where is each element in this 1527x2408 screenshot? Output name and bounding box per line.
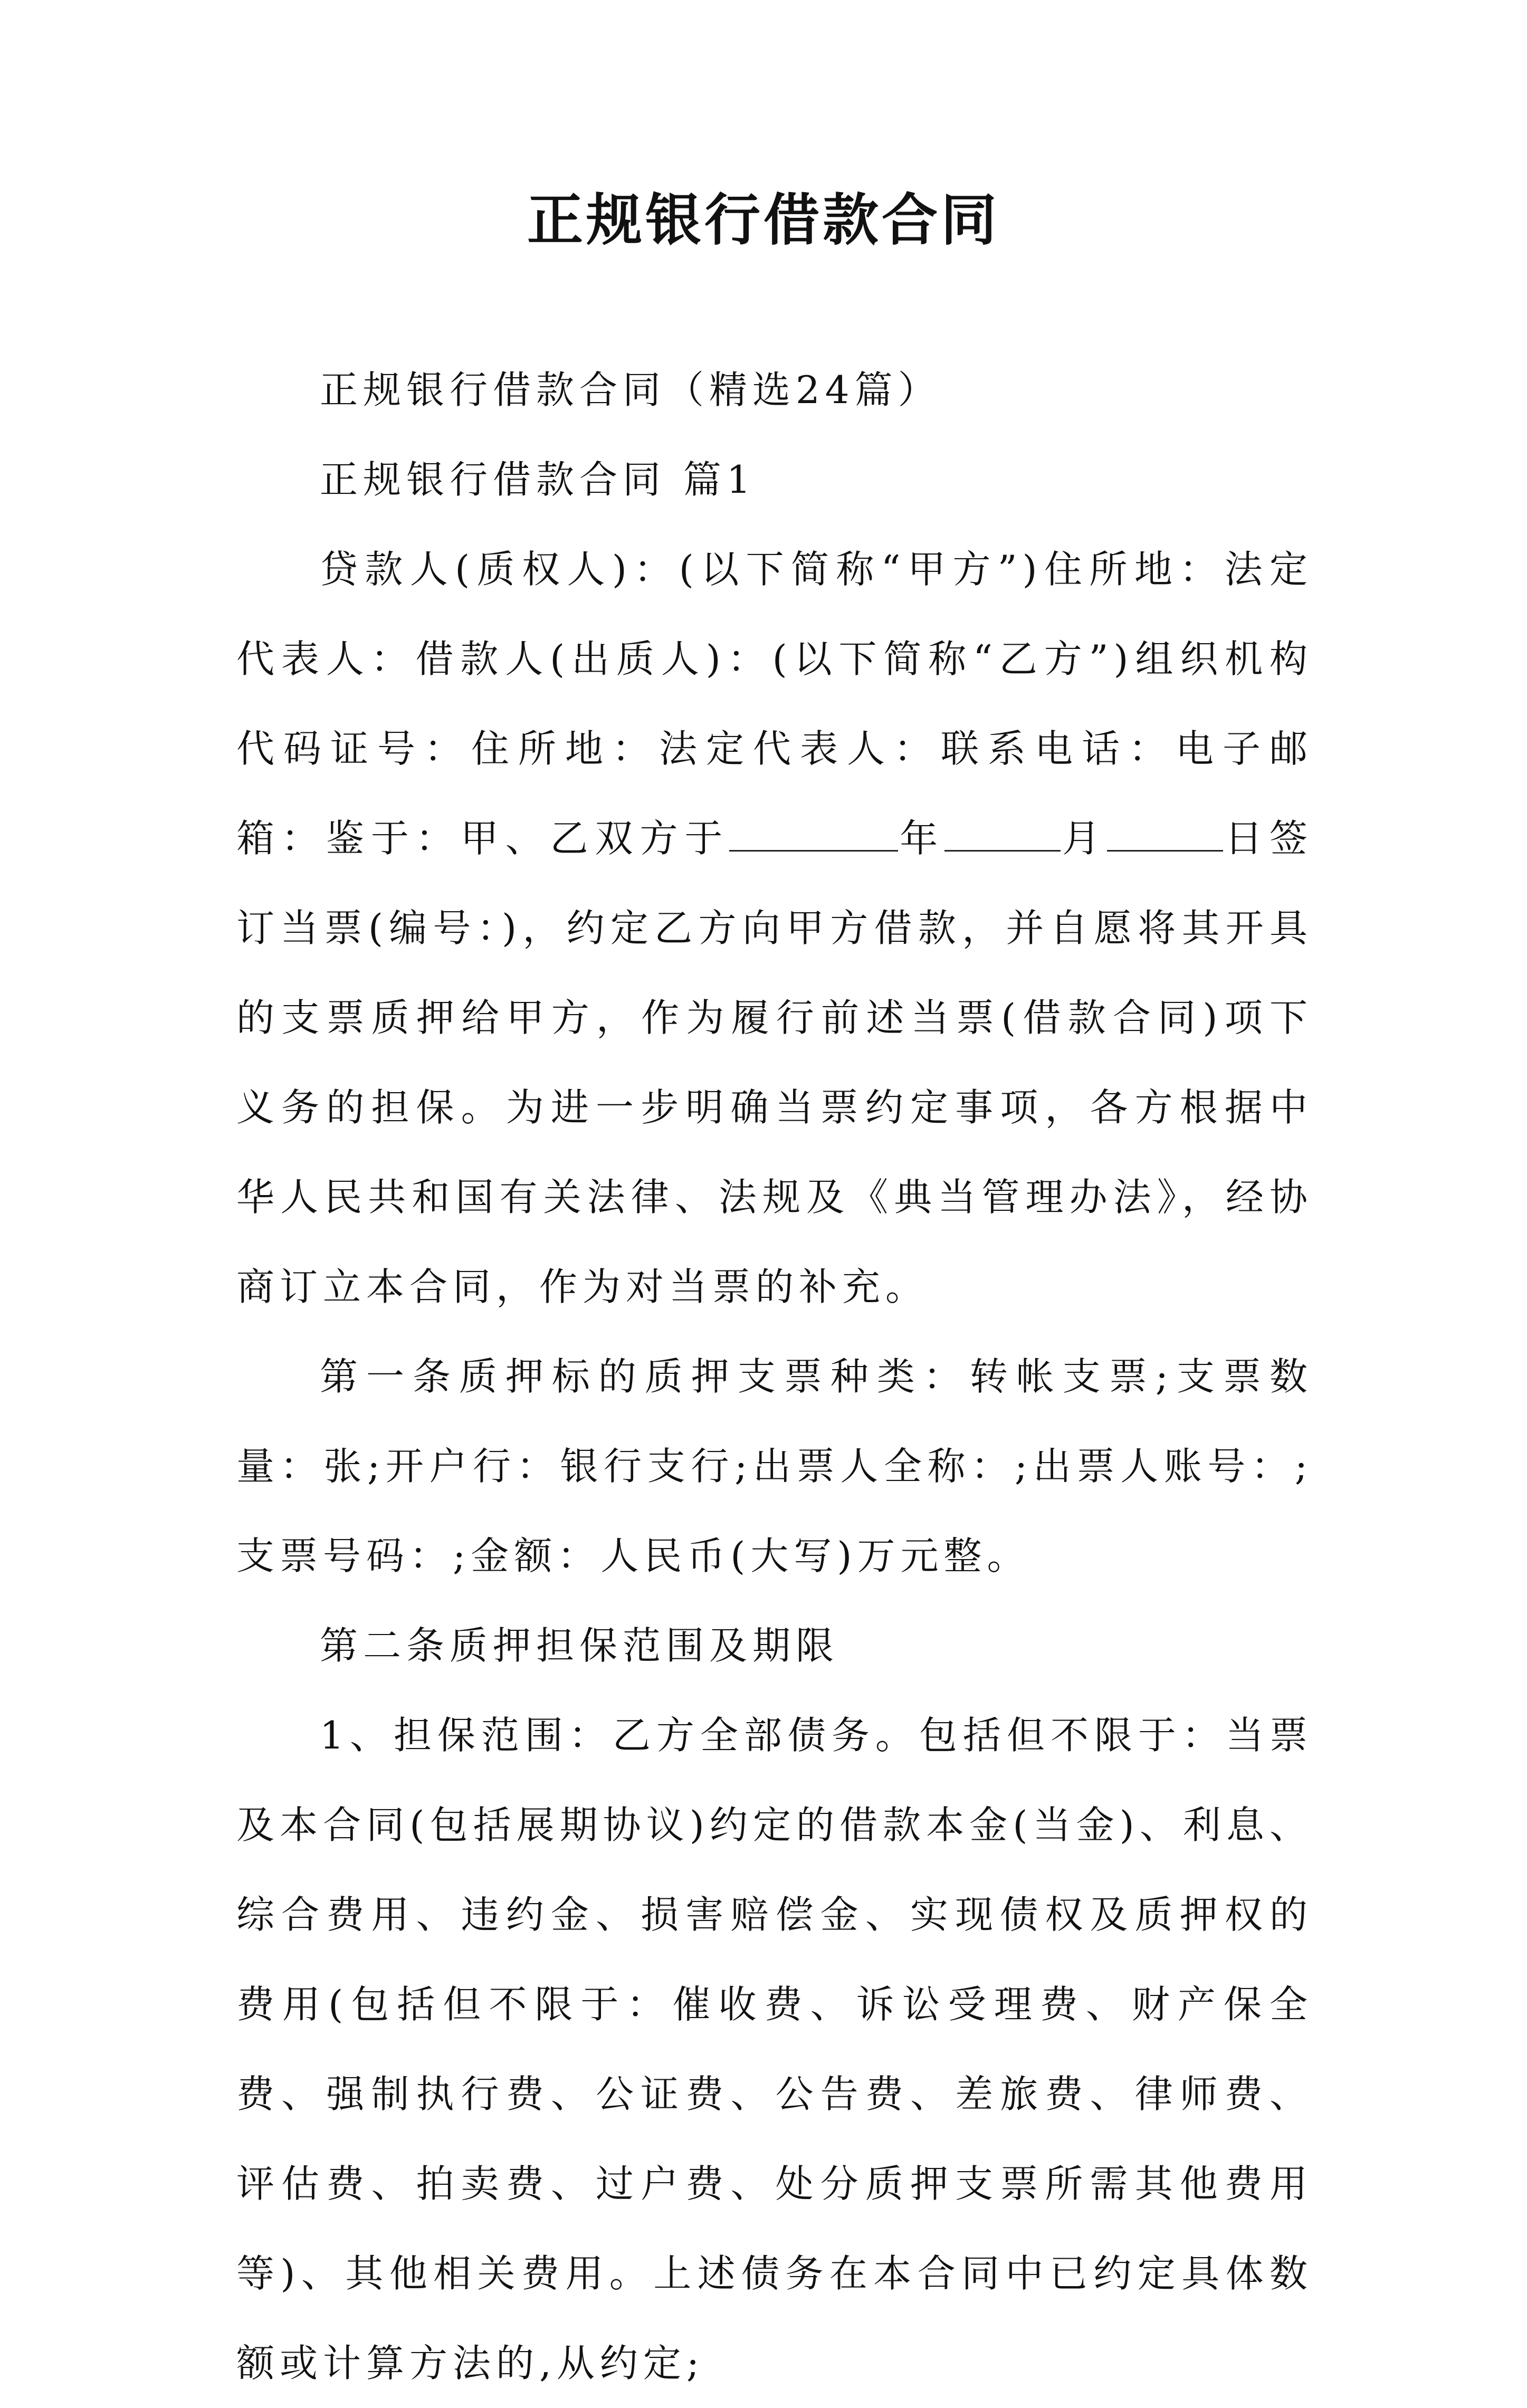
paragraph-parties-text-2: 日签订当票(编号：)，约定乙方向甲方借款，并自愿将其开具的支票质押给甲方，作为履行前述当票(借款合同)项下义务的担保。为进一步明确当票约定事项，各方根据中华人民共和国有关法律、法规及《典当管理办法》，经协商订立本合同，作为对当票的补充。 [236, 816, 1313, 1309]
document-body [236, 345, 1313, 2408]
month-blank [944, 818, 1061, 852]
paragraph-article-2-heading: 第二条质押担保范围及期限 [320, 1623, 839, 1668]
year-blank [729, 818, 898, 852]
document-title: 正规银行借款合同 [527, 187, 1000, 253]
paragraph-article-1: 第一条质押标的质押支票种类：转帐支票;支票数量：张;开户行：银行支行;出票人全称：;出票人账号：;支票号码：;金额：人民币(大写)万元整。 [236, 1354, 1313, 1578]
year-label: 年 [898, 816, 945, 861]
month-label: 月 [1061, 816, 1108, 861]
paragraph-article-2-item-1: 1、担保范围：乙方全部债务。包括但不限于：当票及本合同(包括展期协议)约定的借款本金(当金)、利息、综合费用、违约金、损害赔偿金、实现债权及质押权的费用(包括但不限于：催收费、诉讼受理费、财产保全费、强制执行费、公证费、公告费、差旅费、律师费、评估费、拍卖费、过户费、处分质押支票所需其他费用等)、其他相关费用。上述债务在本合同中已约定具体数额或计算方法的,从约定; [236, 1713, 1313, 2385]
paragraph-parties-text-1: 贷款人(质权人)：(以下简称“甲方”)住所地：法定代表人：借款人(出质人)：(以下简称“乙方”)组织机构代码证号：住所地：法定代表人：联系电话：电子邮箱：鉴于：甲、乙双方于 [236, 547, 1313, 861]
paragraph-parties [236, 524, 1313, 1332]
day-blank [1107, 818, 1223, 852]
subtitle: 正规银行借款合同（精选24篇） [320, 368, 941, 412]
section-heading: 正规银行借款合同 篇1 [320, 457, 756, 502]
